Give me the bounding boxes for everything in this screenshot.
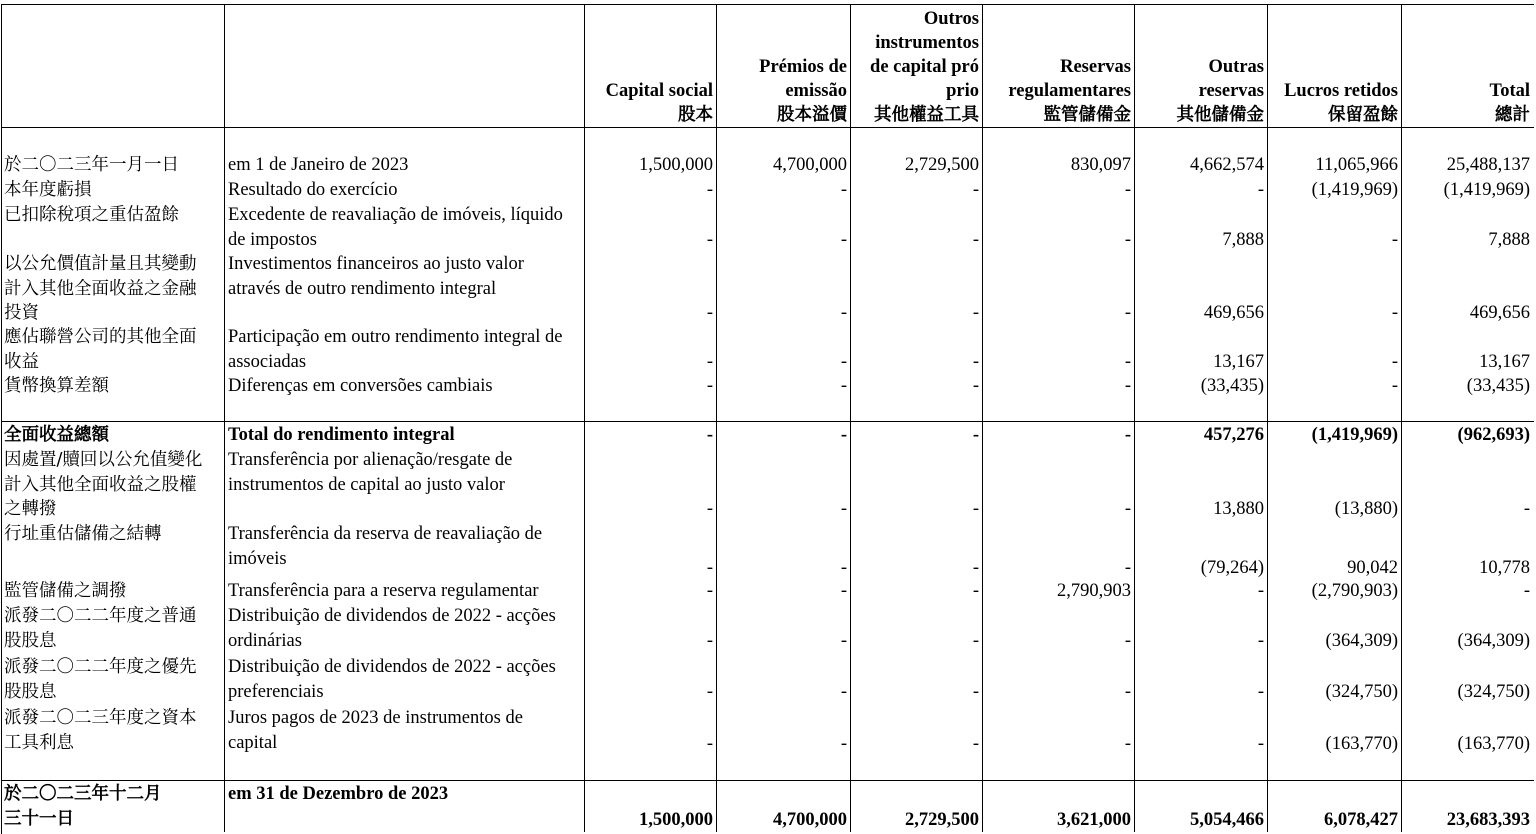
row-label-pt: Resultado do exercício: [228, 180, 398, 200]
row-value: -: [706, 376, 713, 396]
row-value: 13,880: [1213, 499, 1264, 519]
row-value: -: [840, 581, 847, 601]
row-value: -: [706, 558, 713, 579]
row-label-zh: 之轉撥: [4, 499, 57, 519]
row-label-pt: através de outro rendimento integral: [228, 278, 497, 299]
row-value: -: [706, 425, 713, 445]
column-divider: [982, 4, 983, 832]
row-value: 1,500,000: [639, 810, 713, 831]
row-value: -: [706, 351, 713, 372]
row-label-zh: 派發二〇二二年度之優先: [4, 657, 197, 677]
column-header-pt: Total: [1489, 81, 1530, 101]
row-value: 25,488,137: [1446, 155, 1530, 175]
column-divider: [1134, 4, 1135, 832]
row-value: (13,880): [1334, 499, 1398, 519]
row-label-pt: Transferência para a reserva regulamentar: [228, 581, 539, 601]
row-label-zh: 計入其他全面收益之股權: [4, 474, 197, 495]
row-value: (962,693): [1457, 425, 1530, 445]
row-value: (324,750): [1457, 681, 1530, 702]
row-value: -: [972, 734, 979, 755]
row-label-pt: de impostos: [228, 229, 317, 250]
row-value: -: [1391, 376, 1398, 396]
column-divider: [1267, 4, 1268, 832]
row-label-pt: preferenciais: [228, 681, 324, 702]
row-value: 830,097: [1070, 155, 1131, 175]
row-label-pt: Participação em outro rendimento integral de: [228, 327, 563, 347]
row-value: 2,729,500: [905, 155, 979, 175]
row-value: -: [840, 376, 847, 396]
row-value: -: [840, 681, 847, 702]
row-label-pt: Transferência por alienação/resgate de: [228, 450, 513, 470]
row-value: -: [840, 499, 847, 519]
section-divider: [1, 421, 1534, 422]
row-value: -: [1391, 303, 1398, 323]
row-value: 11,065,966: [1315, 155, 1398, 175]
row-value: -: [972, 351, 979, 372]
row-value: -: [1124, 303, 1131, 323]
row-label-zh: 於二〇二三年一月一日: [4, 155, 179, 175]
row-value: 4,700,000: [773, 810, 847, 831]
row-value: (364,309): [1325, 630, 1398, 651]
row-value: -: [1257, 581, 1264, 601]
row-label-pt: imóveis: [228, 548, 287, 569]
row-value: -: [706, 734, 713, 755]
column-header-pt: Outros: [923, 9, 979, 29]
column-header-zh: 其他儲備金: [1176, 105, 1264, 125]
row-value: (33,435): [1466, 376, 1530, 396]
row-value: -: [972, 630, 979, 651]
row-value: 5,054,466: [1190, 810, 1264, 831]
row-label-zh: 行址重估儲備之結轉: [4, 524, 162, 544]
row-value: 6,078,427: [1324, 810, 1398, 831]
row-value: -: [840, 630, 847, 651]
row-value: -: [1257, 630, 1264, 651]
row-value: -: [706, 303, 713, 323]
section-divider: [1, 780, 1534, 781]
row-label-pt: Distribuição de dividendos de 2022 - acções: [228, 606, 556, 626]
row-value: -: [1523, 499, 1530, 519]
row-value: (2,790,903): [1311, 581, 1398, 601]
row-value: -: [1523, 581, 1530, 601]
row-label-zh: 三十一日: [4, 808, 74, 829]
row-value: (1,419,969): [1311, 180, 1398, 200]
row-value: -: [706, 499, 713, 519]
row-value: 13,167: [1479, 351, 1530, 372]
row-value: -: [840, 180, 847, 200]
row-value: -: [840, 425, 847, 445]
row-label-zh: 派發二〇二二年度之普通: [4, 606, 197, 626]
column-header-zh: 保留盈餘: [1328, 105, 1398, 125]
column-header-zh: 股本溢價: [777, 105, 847, 125]
row-value: 23,683,393: [1446, 810, 1530, 831]
row-label-zh: 投資: [4, 303, 39, 323]
row-value: (324,750): [1325, 681, 1398, 702]
row-label-zh: 貨幣換算差額: [4, 376, 109, 396]
row-label-pt: associadas: [228, 351, 307, 372]
row-value: -: [1391, 351, 1398, 372]
row-value: 90,042: [1347, 558, 1398, 579]
row-label-pt: Distribuição de dividendos de 2022 - acções: [228, 657, 556, 677]
row-value: 457,276: [1203, 425, 1264, 445]
section-divider: [1, 127, 1534, 128]
column-header-pt: emissão: [785, 81, 847, 101]
row-value: -: [840, 229, 847, 250]
row-label-pt: em 1 de Janeiro de 2023: [228, 155, 409, 175]
row-value: -: [1391, 229, 1398, 250]
row-value: 2,729,500: [905, 810, 979, 831]
column-header-pt: Capital social: [605, 81, 713, 101]
row-label-zh: 工具利息: [4, 732, 74, 753]
row-value: -: [1257, 180, 1264, 200]
row-label-pt: Transferência da reserva de reavaliação de: [228, 524, 543, 544]
column-header-pt: de capital pró: [870, 57, 979, 77]
row-label-pt: capital: [228, 732, 278, 753]
row-value: -: [840, 734, 847, 755]
row-value: -: [706, 630, 713, 651]
row-value: -: [840, 351, 847, 372]
row-label-zh: 本年度虧損: [4, 180, 92, 200]
row-value: 3,621,000: [1057, 810, 1131, 831]
row-value: -: [1257, 681, 1264, 702]
row-label-pt: instrumentos de capital ao justo valor: [228, 474, 505, 495]
row-value: -: [972, 303, 979, 323]
row-value: -: [706, 581, 713, 601]
row-label-zh: 派發二〇二三年度之資本: [4, 708, 197, 728]
row-value: -: [1124, 425, 1131, 445]
column-divider: [850, 4, 851, 832]
row-value: 1,500,000: [639, 155, 713, 175]
column-header-pt: reservas: [1198, 81, 1264, 101]
column-header-pt: Outras: [1208, 57, 1264, 77]
column-divider: [224, 4, 225, 832]
column-divider: [584, 4, 585, 832]
row-value: (364,309): [1457, 630, 1530, 651]
row-value: -: [972, 499, 979, 519]
column-header-pt: instrumentos: [875, 33, 979, 53]
row-label-pt: Juros pagos de 2023 de instrumentos de: [228, 708, 523, 728]
row-value: -: [840, 303, 847, 323]
column-header-pt: Reservas: [1060, 57, 1131, 77]
row-label-pt: Diferenças em conversões cambiais: [228, 376, 493, 396]
row-label-zh: 應佔聯營公司的其他全面: [4, 327, 197, 347]
column-divider: [716, 4, 717, 832]
row-value: 7,888: [1222, 229, 1264, 250]
row-value: (1,419,969): [1311, 425, 1398, 445]
row-label-zh: 股股息: [4, 630, 57, 651]
row-value: (33,435): [1200, 376, 1264, 396]
row-value: -: [1124, 499, 1131, 519]
row-value: (1,419,969): [1443, 180, 1530, 200]
row-label-zh: 監管儲備之調撥: [4, 581, 127, 601]
row-label-pt: Excedente de reavaliação de imóveis, líquido: [228, 205, 563, 225]
row-value: 469,656: [1469, 303, 1530, 323]
row-value: -: [706, 180, 713, 200]
row-value: -: [972, 376, 979, 396]
row-value: -: [972, 425, 979, 445]
column-divider: [1401, 4, 1402, 832]
row-value: 13,167: [1213, 351, 1264, 372]
column-header-pt: Prémios de: [759, 57, 847, 77]
column-header-pt: prio: [946, 81, 979, 101]
row-label-pt: em 31 de Dezembro de 2023: [228, 784, 449, 804]
row-value: -: [1124, 376, 1131, 396]
row-value: -: [1124, 180, 1131, 200]
row-value: -: [840, 558, 847, 579]
row-value: -: [706, 229, 713, 250]
row-value: -: [706, 681, 713, 702]
row-label-zh: 股股息: [4, 681, 57, 702]
row-value: -: [972, 180, 979, 200]
row-value: -: [1124, 229, 1131, 250]
row-label-pt: Total do rendimento integral: [228, 425, 455, 445]
row-label-zh: 已扣除稅項之重估盈餘: [4, 205, 179, 225]
row-value: -: [1124, 351, 1131, 372]
row-value: (79,264): [1200, 558, 1264, 579]
row-value: 469,656: [1203, 303, 1264, 323]
row-value: -: [972, 581, 979, 601]
column-header-zh: 監管儲備金: [1043, 105, 1131, 125]
row-value: -: [1257, 734, 1264, 755]
row-value: 2,790,903: [1057, 581, 1131, 601]
row-label-zh: 於二〇二三年十二月: [4, 784, 162, 804]
row-value: 4,700,000: [773, 155, 847, 175]
column-header-zh: 股本: [678, 105, 713, 125]
row-value: -: [1124, 681, 1131, 702]
row-label-zh: 收益: [4, 351, 39, 372]
row-value: 10,778: [1479, 558, 1530, 579]
row-value: -: [1124, 630, 1131, 651]
row-label-zh: 因處置/贖回以公允值變化: [4, 450, 203, 470]
row-value: (163,770): [1457, 734, 1530, 755]
column-header-zh: 總計: [1495, 105, 1530, 125]
row-value: 7,888: [1488, 229, 1530, 250]
column-header-zh: 其他權益工具: [874, 105, 979, 125]
row-value: (163,770): [1325, 734, 1398, 755]
row-label-zh: 全面收益總額: [4, 425, 109, 445]
row-value: -: [1124, 558, 1131, 579]
row-value: 4,662,574: [1190, 155, 1264, 175]
row-value: -: [972, 229, 979, 250]
row-label-pt: Investimentos financeiros ao justo valor: [228, 254, 524, 274]
row-label-zh: 以公允價值計量且其變動: [4, 254, 197, 274]
row-value: -: [1124, 734, 1131, 755]
column-header-pt: Lucros retidos: [1284, 81, 1398, 101]
row-label-zh: 計入其他全面收益之金融: [4, 278, 197, 299]
row-value: -: [972, 558, 979, 579]
column-header-pt: regulamentares: [1008, 81, 1131, 101]
row-label-pt: ordinárias: [228, 630, 302, 651]
row-value: -: [972, 681, 979, 702]
